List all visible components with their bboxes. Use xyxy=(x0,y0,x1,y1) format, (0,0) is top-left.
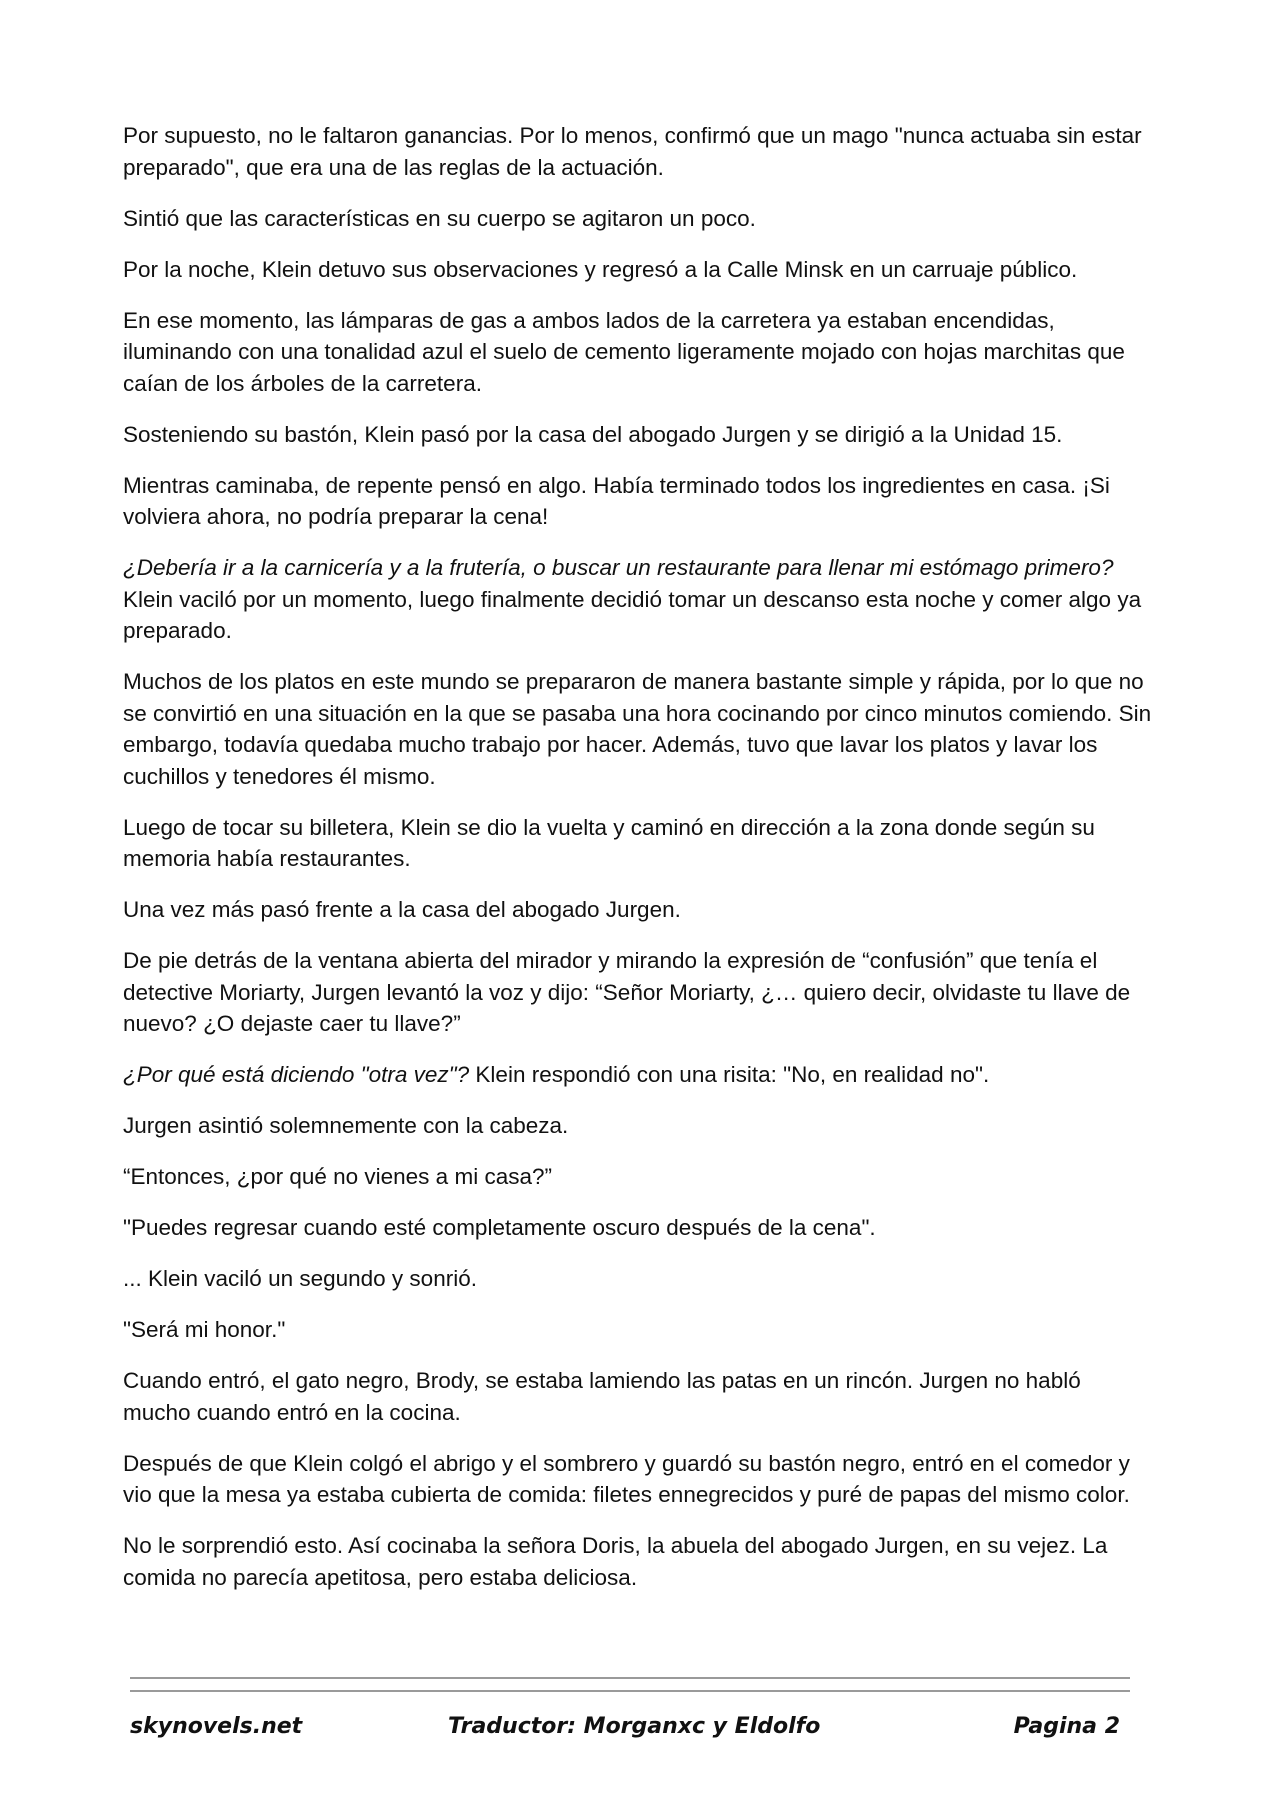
text-run: Klein respondió con una risita: "No, en realidad no". xyxy=(469,1062,990,1087)
text-run: Luego de tocar su billetera, Klein se dio la vuelta y caminó en dirección a la zona donde según su memoria había restaurantes. xyxy=(123,814,1095,871)
paragraph xyxy=(123,254,1153,286)
text-run: En ese momento, las lámparas de gas a ambos lados de la carretera ya estaban encendidas, iluminando con una tonalidad azul el suelo de cemento ligeramente mojado con hojas marchitas que caían de los árboles de la carretera. xyxy=(123,307,1125,396)
footer-divider-top xyxy=(130,1677,1130,1679)
text-run: Cuando entró, el gato negro, Brody, se estaba lamiendo las patas en un rincón. Jurgen no habló mucho cuando entró en la cocina. xyxy=(123,1368,1081,1425)
text-run: "Será mi honor." xyxy=(123,1317,286,1342)
italic-thought: ¿Debería ir a la carnicería y a la frutería, o buscar un restaurante para llenar mi estómago primero? xyxy=(123,555,1114,580)
paragraph xyxy=(123,470,1153,533)
paragraph xyxy=(123,812,1153,875)
paragraph xyxy=(123,1263,1153,1295)
footer-page-number: Pagina 2 xyxy=(1013,1714,1120,1739)
paragraph xyxy=(123,552,1153,647)
footer-site: skynovels.net xyxy=(130,1714,303,1739)
italic-thought: ¿Por qué está diciendo "otra vez"? xyxy=(123,1062,470,1087)
body-text xyxy=(123,120,1153,1613)
paragraph xyxy=(123,1212,1153,1244)
paragraph xyxy=(123,666,1153,792)
paragraph xyxy=(123,894,1153,926)
text-run: No le sorprendió esto. Así cocinaba la señora Doris, la abuela del abogado Jurgen, en su vejez. La comida no parecía apetitosa, pero estaba deliciosa. xyxy=(123,1533,1108,1590)
paragraph xyxy=(123,419,1153,451)
paragraph xyxy=(123,1530,1153,1593)
paragraph xyxy=(123,203,1153,235)
text-run: Jurgen asintió solemnemente con la cabeza. xyxy=(123,1113,569,1138)
text-run: “Entonces, ¿por qué no vienes a mi casa?” xyxy=(123,1164,552,1189)
text-run: ... Klein vaciló un segundo y sonrió. xyxy=(123,1266,477,1291)
paragraph xyxy=(123,1448,1153,1511)
text-run: Una vez más pasó frente a la casa del abogado Jurgen. xyxy=(123,897,681,922)
footer-divider-bottom xyxy=(130,1690,1130,1692)
paragraph xyxy=(123,1110,1153,1142)
text-run: Sosteniendo su bastón, Klein pasó por la casa del abogado Jurgen y se dirigió a la Unidad 15. xyxy=(123,421,1063,447)
paragraph xyxy=(123,945,1153,1040)
text-run: Muchos de los platos en este mundo se prepararon de manera bastante simple y rápida, por lo que no se convirtió en una situación en la que se pasaba una hora cocinando por cinco minutos comiendo. Sin embargo, todavía quedaba mucho trabajo por hacer. Además, tuvo que lavar los platos y lavar los cuchillos y tenedores él mismo. xyxy=(123,669,1152,789)
text-run: Por la noche, Klein detuvo sus observaciones y regresó a la Calle Minsk en un carruaje público. xyxy=(123,256,1078,282)
footer-translator: Traductor: Morganxc y Eldolfo xyxy=(448,1714,821,1739)
text-run: De pie detrás de la ventana abierta del mirador y mirando la expresión de “confusión” que tenía el detective Moriarty, Jurgen levantó la voz y dijo: “Señor Moriarty, ¿… quiero decir, olvidaste tu llave de nuevo? ¿O dejaste caer tu llave?” xyxy=(123,948,1131,1036)
text-run: Klein vaciló por un momento, luego finalmente decidió tomar un descanso esta noche y comer algo ya preparado. xyxy=(123,586,1142,643)
text-run: Después de que Klein colgó el abrigo y el sombrero y guardó su bastón negro, entró en el comedor y vio que la mesa ya estaba cubierta de comida: filetes ennegrecidos y puré de papas del mismo color. xyxy=(123,1450,1130,1507)
text-run: Mientras caminaba, de repente pensó en algo. Había terminado todos los ingredientes en casa. ¡Si volviera ahora, no podría preparar la cena! xyxy=(123,472,1110,529)
text-run: "Puedes regresar cuando esté completamente oscuro después de la cena". xyxy=(123,1215,876,1240)
paragraph xyxy=(123,120,1153,183)
paragraph xyxy=(123,1059,1153,1091)
paragraph xyxy=(123,1161,1153,1193)
paragraph xyxy=(123,305,1153,400)
page-footer xyxy=(130,1714,1130,1748)
text-run: Por supuesto, no le faltaron ganancias. Por lo menos, confirmó que un mago "nunca actuaba sin estar preparado", que era una de las reglas de la actuación. xyxy=(123,123,1142,180)
paragraph xyxy=(123,1365,1153,1428)
text-run: Sintió que las características en su cuerpo se agitaron un poco. xyxy=(123,205,756,231)
paragraph xyxy=(123,1314,1153,1346)
